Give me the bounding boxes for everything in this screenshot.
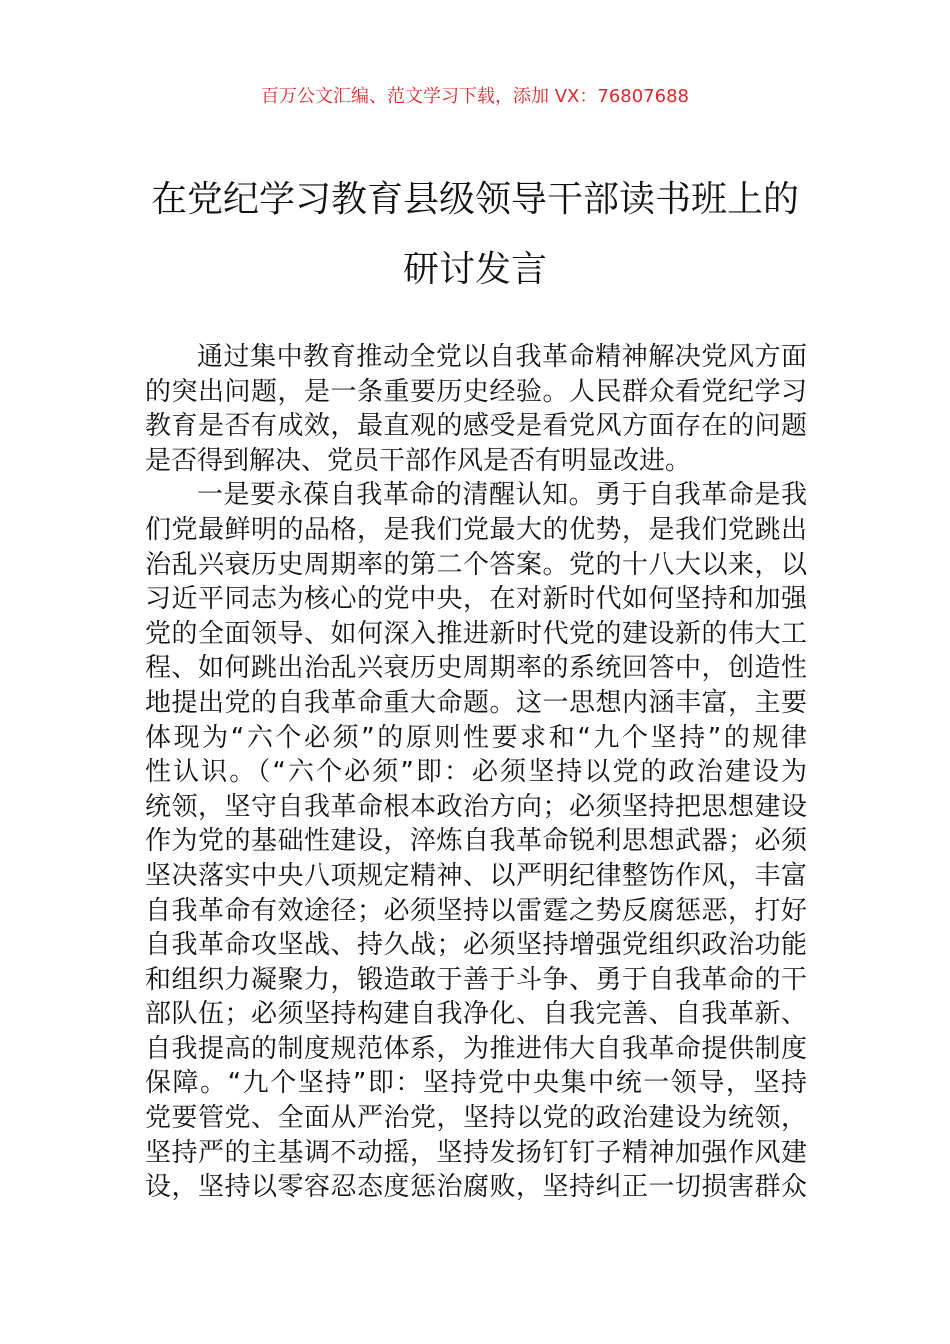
text-line: 设，坚持以零容忍态度惩治腐败，坚持纠正一切损害群众: [145, 1172, 807, 1203]
text-line: 和组织力凝聚力，锻造敢于善于斗争、勇于自我革命的干: [145, 964, 807, 995]
text-line: 治乱兴衰历史周期率的第二个答案。党的十八大以来，以: [145, 549, 807, 580]
text-line: 党要管党、全面从严治党，坚持以党的政治建设为统领，: [145, 1103, 807, 1134]
text-line: 程、如何跳出治乱兴衰历史周期率的系统回答中，创造性: [145, 653, 807, 684]
text-line: 们党最鲜明的品格，是我们党最大的优势，是我们党跳出: [145, 514, 807, 545]
text-line: 作为党的基础性建设，淬炼自我革命锐利思想武器；必须: [145, 826, 807, 857]
text-line: 地提出党的自我革命重大命题。这一思想内涵丰富，主要: [145, 687, 807, 718]
text-line: 保障。“九个坚持”即：坚持党中央集中统一领导，坚持: [145, 1068, 807, 1099]
text-line: 自我提高的制度规范体系，为推进伟大自我革命提供制度: [145, 1033, 807, 1064]
paragraph: [145, 478, 807, 1204]
text-line: 体现为“六个必须”的原则性要求和“九个坚持”的规律: [145, 722, 807, 753]
text-line: 党的全面领导、如何深入推进新时代党的建设新的伟大工: [145, 618, 807, 649]
document-title-line-1: 在党纪学习教育县级领导干部读书班上的: [150, 179, 799, 220]
text-line: 习近平同志为核心的党中央，在对新时代如何坚持和加强: [145, 584, 807, 615]
text-line: 自我革命有效途径；必须坚持以雷霆之势反腐惩恶，打好: [145, 895, 807, 926]
paragraph: [145, 340, 807, 478]
text-line: 部队伍；必须坚持构建自我净化、自我完善、自我革新、: [145, 999, 807, 1030]
text-line: 统领，坚守自我革命根本政治方向；必须坚持把思想建设: [145, 791, 807, 822]
text-line: 一是要永葆自我革命的清醒认知。勇于自我革命是我: [197, 480, 807, 511]
text-line: 坚持严的主基调不动摇，坚持发扬钉钉子精神加强作风建: [145, 1137, 807, 1168]
text-line: 是否得到解决、党员干部作风是否有明显改进。: [145, 445, 692, 476]
text-line: 的突出问题，是一条重要历史经验。人民群众看党纪学习: [145, 376, 807, 407]
text-line: 性认识。（“六个必须”即：必须坚持以党的政治建设为: [145, 757, 807, 788]
text-line: 教育是否有成效，最直观的感受是看党风方面存在的问题: [145, 411, 807, 442]
text-line: 通过集中教育推动全党以自我革命精神解决党风方面: [197, 342, 807, 372]
document-body: [145, 340, 807, 1205]
watermark-banner: 百万公文汇编、范文学习下载，添加 VX：76807688: [261, 86, 689, 107]
text-line: 坚决落实中央八项规定精神、以严明纪律整饬作风，丰富: [145, 860, 807, 891]
text-line: 自我革命攻坚战、持久战；必须坚持增强党组织政治功能: [145, 930, 807, 961]
document-title-line-2: 研讨发言: [402, 249, 547, 290]
